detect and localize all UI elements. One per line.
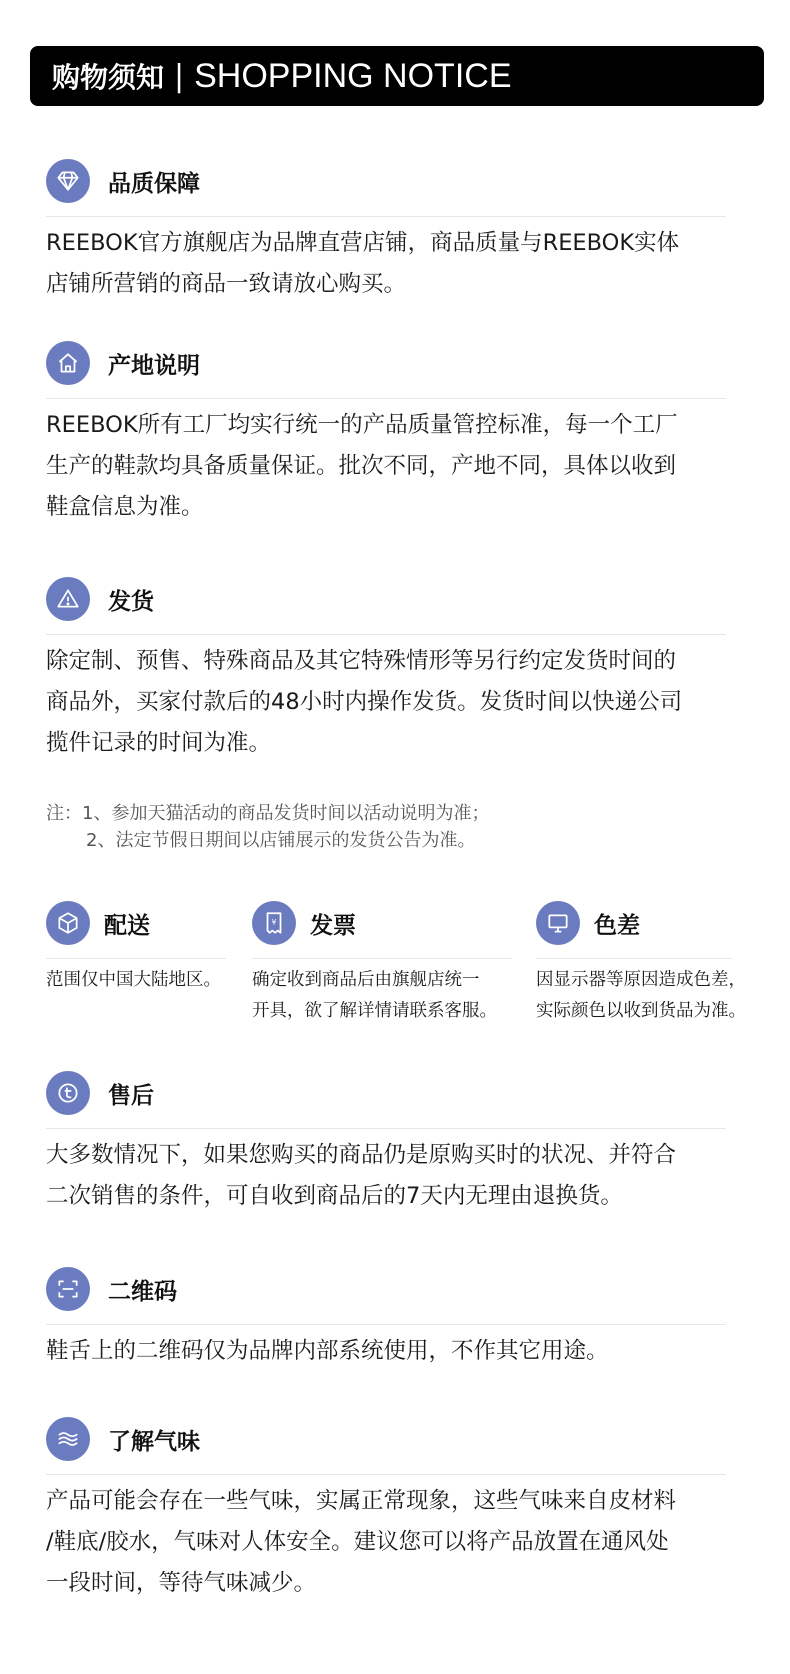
section-text: [46, 405, 726, 528]
text-line: 商品外，买家付款后的48小时内操作发货。发货时间以快递公司: [46, 689, 683, 715]
warning-icon: [46, 577, 90, 621]
diamond-icon: [46, 159, 90, 203]
section-qrcode: [46, 1266, 726, 1372]
section-text: [252, 965, 512, 1027]
section-delivery: [46, 900, 226, 996]
section-text: [536, 965, 780, 1027]
text-line: 大多数情况下，如果您购买的商品仍是原购买时的状况、并符合: [46, 1142, 677, 1168]
text-line: 店铺所营销的商品一致请放心购买。: [46, 271, 407, 297]
text-line: 生产的鞋款均具备质量保证。批次不同，产地不同，具体以收到: [46, 453, 677, 479]
section-title: 了解气味: [108, 1428, 200, 1455]
text-line: 确定收到商品后由旗舰店统一: [252, 970, 480, 990]
text-line: /鞋底/胶水，气味对人体安全。建议您可以将产品放置在通风处: [46, 1529, 669, 1555]
divider: [46, 1128, 726, 1129]
section-quality: [46, 158, 726, 305]
section-title: 品质保障: [108, 170, 200, 197]
section-color: [536, 900, 780, 1027]
section-shipping: [46, 576, 726, 764]
section-smell: [46, 1416, 726, 1604]
divider: [46, 398, 726, 399]
section-title: 色差: [594, 912, 640, 939]
header-separator: |: [174, 58, 185, 94]
home-icon: [46, 341, 90, 385]
divider: [46, 216, 726, 217]
section-title: 发货: [108, 588, 154, 615]
header-title-cn: 购物须知: [52, 61, 165, 94]
text-line: REEBOK所有工厂均实行统一的产品质量管控标准，每一个工厂: [46, 412, 678, 438]
monitor-icon: [536, 901, 580, 945]
section-title: 产地说明: [108, 352, 200, 379]
text-line: 鞋盒信息为准。: [46, 494, 204, 520]
waves-icon: [46, 1417, 90, 1461]
section-title: 发票: [310, 912, 356, 939]
text-line: 鞋舌上的二维码仅为品牌内部系统使用，不作其它用途。: [46, 1338, 609, 1364]
section-title: 二维码: [108, 1278, 177, 1305]
divider: [536, 958, 732, 959]
section-text: [46, 1331, 726, 1372]
text-line: 揽件记录的时间为准。: [46, 730, 272, 756]
receipt-icon: [252, 901, 296, 945]
section-text: [46, 1135, 726, 1217]
section-text: [46, 641, 726, 764]
section-title: 配送: [104, 912, 150, 939]
section-origin: [46, 340, 726, 528]
divider: [46, 1474, 726, 1475]
section-title: 售后: [108, 1082, 154, 1109]
divider: [46, 1324, 726, 1325]
notice-header: [30, 46, 764, 106]
text-line: REEBOK官方旗舰店为品牌直营店铺，商品质量与REEBOK实体: [46, 230, 680, 256]
svg-text:¥: ¥: [271, 918, 277, 928]
text-line: 因显示器等原因造成色差，: [536, 970, 746, 990]
section-aftersale: [46, 1070, 726, 1217]
divider: [252, 958, 512, 959]
text-line: 开具，欲了解详情请联系客服。: [252, 1001, 497, 1021]
note-line: 注：1、参加天猫活动的商品发货时间以活动说明为准；: [46, 803, 490, 824]
text-line: 一段时间，等待气味减少。: [46, 1570, 317, 1596]
section-invoice: [252, 900, 512, 1027]
box-icon: [46, 901, 90, 945]
seven-days-icon: [46, 1071, 90, 1115]
text-line: 产品可能会存在一些气味，实属正常现象，这些气味来自皮材料: [46, 1488, 677, 1514]
text-line: 除定制、预售、特殊商品及其它特殊情形等另行约定发货时间的: [46, 648, 677, 674]
section-text: [46, 965, 226, 996]
shipping-note: [46, 800, 489, 854]
text-line: 二次销售的条件，可自收到商品后的7天内无理由退换货。: [46, 1183, 623, 1209]
note-line: 2、法定节假日期间以店铺展示的发货公告为准。: [86, 830, 476, 851]
text-line: 实际颜色以收到货品为准。: [536, 1001, 746, 1021]
text-line: 范围仅中国大陆地区。: [46, 970, 221, 990]
header-title-en: SHOPPING NOTICE: [194, 56, 512, 95]
divider: [46, 958, 226, 959]
section-text: [46, 1481, 726, 1604]
scan-icon: [46, 1267, 90, 1311]
section-text: [46, 223, 726, 305]
divider: [46, 634, 726, 635]
